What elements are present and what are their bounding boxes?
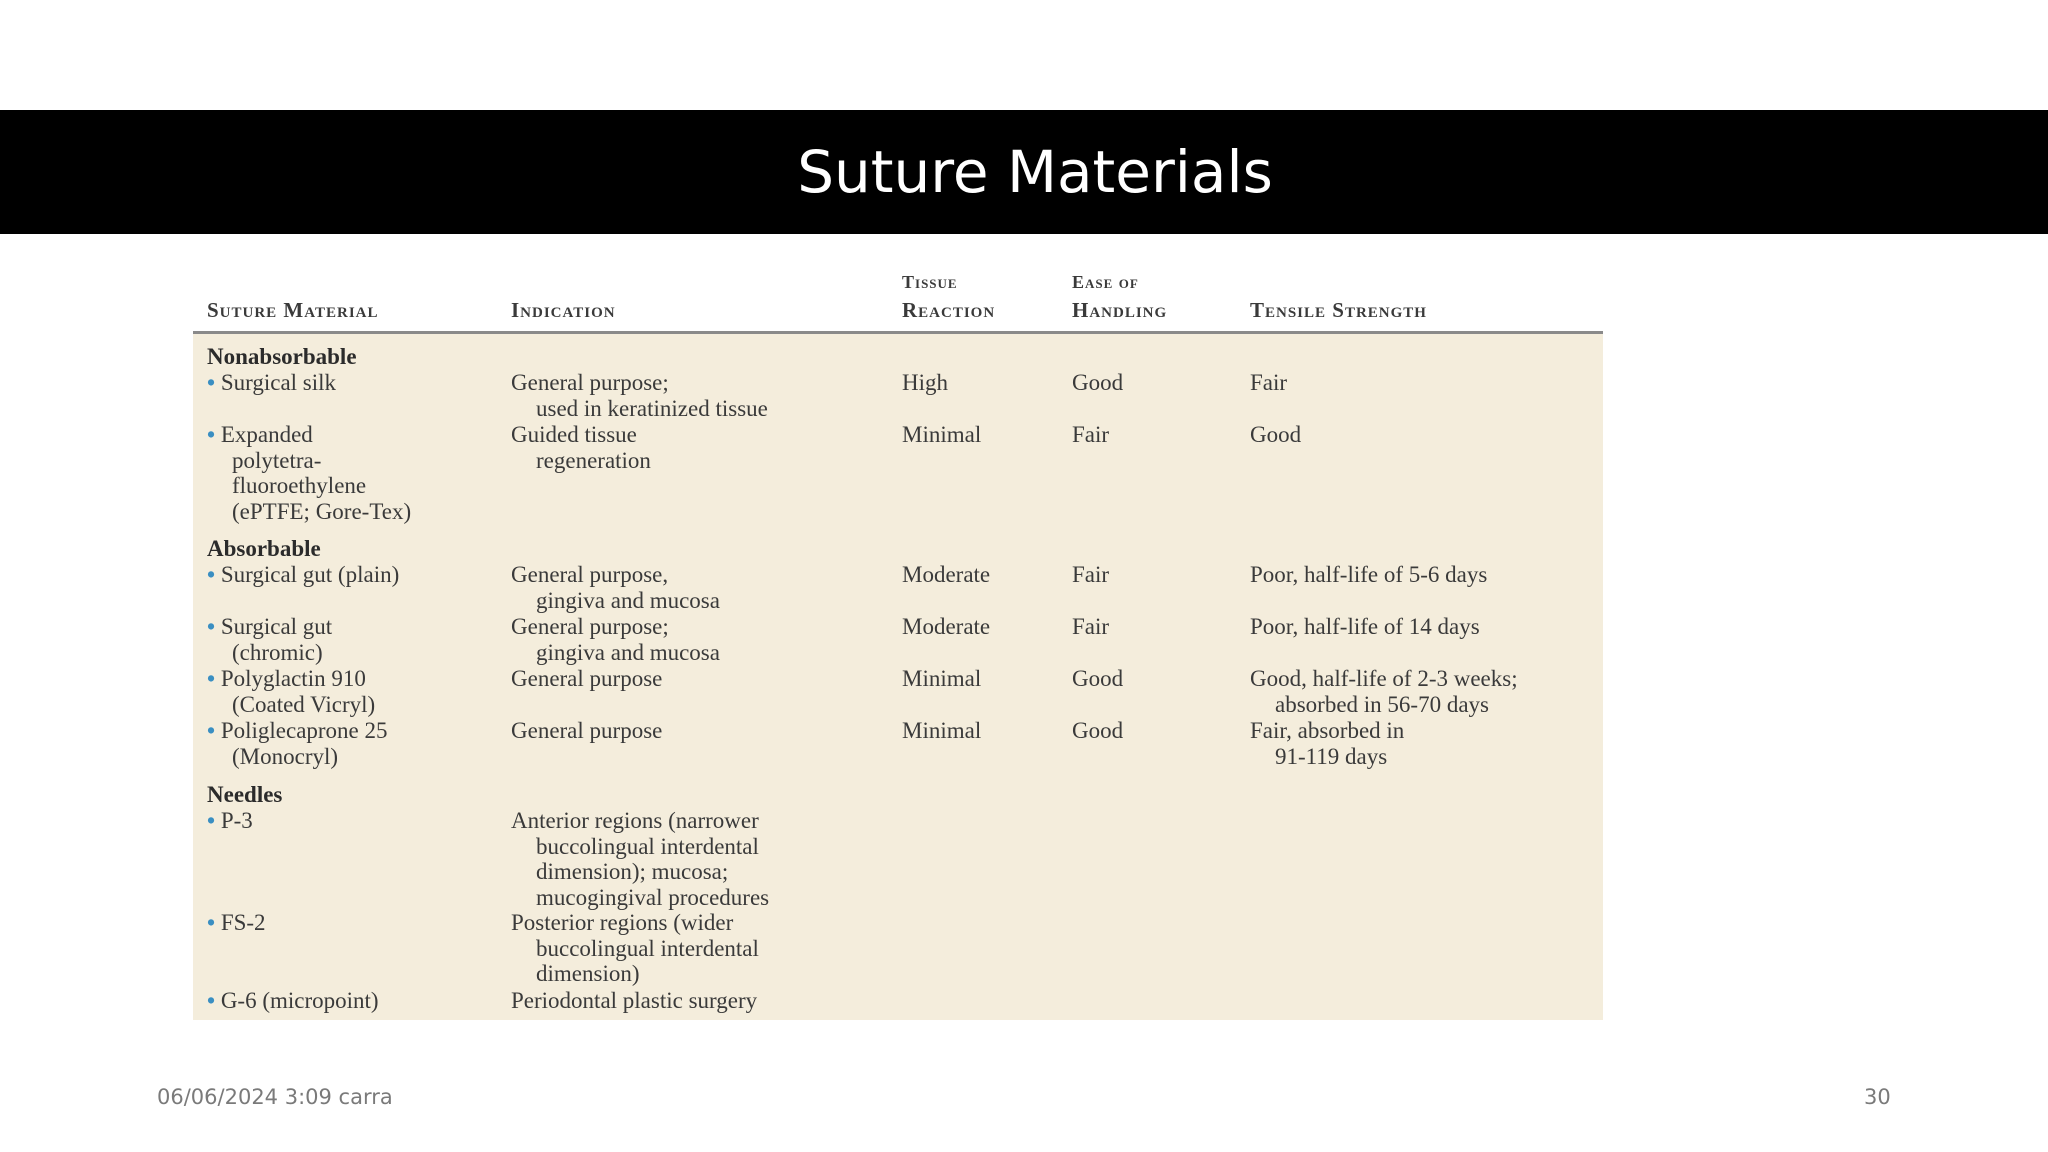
header-tissue: Tissue bbox=[902, 272, 958, 292]
bullet-icon: • bbox=[207, 422, 221, 447]
cell-tensile-strength bbox=[1250, 562, 1487, 588]
cell-indication bbox=[511, 808, 769, 910]
suture-table bbox=[193, 270, 1603, 1020]
cell-tensile-strength bbox=[1250, 422, 1301, 448]
tensile-line: 91-119 days bbox=[1275, 743, 1388, 769]
cell-indication bbox=[511, 614, 720, 665]
footer-date: 06/06/2024 3:09 carra bbox=[157, 1085, 393, 1109]
indication-line: Anterior regions (narrower bbox=[511, 808, 759, 833]
cell-suture-material bbox=[207, 422, 411, 524]
header-rule bbox=[193, 331, 1603, 334]
slide-title: Suture Materials bbox=[797, 138, 1273, 206]
cell-ease-of-handling: Fair bbox=[1072, 614, 1110, 639]
bullet-icon: • bbox=[207, 718, 221, 743]
header-reaction: Reaction bbox=[902, 298, 996, 322]
cell-indication bbox=[511, 988, 757, 1014]
cell-ease-of-handling: Fair bbox=[1072, 422, 1110, 447]
material-line: P-3 bbox=[220, 808, 253, 833]
cell-indication bbox=[511, 718, 662, 744]
group-heading-nonabsorbable: Nonabsorbable bbox=[207, 344, 357, 369]
cell-tissue-reaction: Moderate bbox=[902, 562, 991, 587]
page-number: 30 bbox=[1864, 1085, 1891, 1109]
header-ease-of: Ease of bbox=[1072, 272, 1139, 292]
material-line: Surgical gut bbox=[220, 614, 333, 639]
material-line: Surgical silk bbox=[220, 370, 337, 395]
indication-line: General purpose bbox=[511, 666, 663, 691]
indication-line: General purpose; bbox=[511, 370, 669, 395]
tensile-line: Poor, half-life of 14 days bbox=[1250, 614, 1480, 639]
indication-line: buccolingual interdental bbox=[536, 833, 759, 859]
cell-ease-of-handling: Good bbox=[1072, 370, 1124, 395]
indication-line: Periodontal plastic surgery bbox=[511, 988, 758, 1013]
cell-tissue-reaction: Minimal bbox=[902, 718, 982, 743]
bullet-icon: • bbox=[207, 614, 221, 639]
tensile-line: Good bbox=[1250, 422, 1302, 447]
header-indication: Indication bbox=[511, 298, 616, 322]
cell-tensile-strength bbox=[1250, 666, 1518, 717]
cell-tissue-reaction: High bbox=[902, 370, 948, 395]
group-heading-needles: Needles bbox=[207, 782, 283, 807]
material-line: Surgical gut (plain) bbox=[220, 562, 400, 587]
indication-line: gingiva and mucosa bbox=[536, 639, 720, 665]
cell-suture-material bbox=[207, 370, 336, 396]
material-line: FS-2 bbox=[220, 910, 266, 935]
material-line: G-6 (micropoint) bbox=[220, 988, 379, 1013]
material-line: (Monocryl) bbox=[232, 743, 339, 769]
indication-line: General purpose bbox=[511, 718, 663, 743]
bullet-icon: • bbox=[207, 370, 221, 395]
cell-suture-material bbox=[207, 614, 332, 665]
cell-tensile-strength bbox=[1250, 718, 1404, 769]
bullet-icon: • bbox=[207, 666, 221, 691]
material-line: Expanded bbox=[220, 422, 313, 447]
cell-suture-material bbox=[207, 718, 388, 769]
tensile-line: absorbed in 56-70 days bbox=[1275, 691, 1489, 717]
cell-indication bbox=[511, 422, 651, 473]
title-bar bbox=[0, 110, 2048, 234]
material-line: (chromic) bbox=[232, 639, 323, 665]
material-line: Polyglactin 910 bbox=[220, 666, 366, 691]
indication-line: dimension); mucosa; bbox=[536, 859, 729, 884]
tensile-line: Good, half-life of 2-3 weeks; bbox=[1250, 666, 1518, 691]
group-heading-absorbable: Absorbable bbox=[207, 536, 321, 561]
cell-suture-material bbox=[207, 808, 253, 834]
bullet-icon: • bbox=[207, 988, 221, 1013]
tensile-line: Poor, half-life of 5-6 days bbox=[1250, 562, 1488, 587]
indication-line: mucogingival procedures bbox=[536, 884, 770, 910]
material-line: (Coated Vicryl) bbox=[232, 691, 376, 717]
indication-line: General purpose, bbox=[511, 562, 669, 587]
cell-ease-of-handling: Good bbox=[1072, 718, 1124, 743]
cell-tissue-reaction: Minimal bbox=[902, 666, 982, 691]
material-line: (ePTFE; Gore-Tex) bbox=[232, 498, 412, 524]
indication-line: General purpose; bbox=[511, 614, 669, 639]
cell-indication bbox=[511, 910, 759, 987]
bullet-icon: • bbox=[207, 910, 221, 935]
material-line: fluoroethylene bbox=[232, 473, 367, 498]
cell-tensile-strength bbox=[1250, 614, 1480, 640]
header-suture-material: Suture Material bbox=[207, 298, 379, 322]
tensile-line: Fair, absorbed in bbox=[1250, 718, 1405, 743]
tensile-line: Fair bbox=[1250, 370, 1288, 395]
indication-line: Guided tissue bbox=[511, 422, 637, 447]
cell-suture-material bbox=[207, 988, 379, 1014]
material-line: Poliglecaprone 25 bbox=[220, 718, 388, 743]
header-tensile-strength: Tensile Strength bbox=[1250, 298, 1427, 322]
cell-tissue-reaction: Minimal bbox=[902, 422, 982, 447]
material-line: polytetra- bbox=[232, 447, 322, 473]
indication-line: used in keratinized tissue bbox=[536, 395, 768, 421]
bullet-icon: • bbox=[207, 562, 221, 587]
cell-ease-of-handling: Good bbox=[1072, 666, 1124, 691]
cell-tissue-reaction: Moderate bbox=[902, 614, 991, 639]
cell-suture-material bbox=[207, 666, 375, 717]
cell-indication bbox=[511, 562, 720, 613]
header-handling: Handling bbox=[1072, 298, 1168, 322]
cell-indication bbox=[511, 370, 768, 421]
cell-ease-of-handling: Fair bbox=[1072, 562, 1110, 587]
indication-line: gingiva and mucosa bbox=[536, 587, 720, 613]
cell-suture-material bbox=[207, 562, 399, 588]
indication-line: regeneration bbox=[536, 447, 651, 473]
cell-indication bbox=[511, 666, 662, 692]
cell-suture-material bbox=[207, 910, 266, 936]
indication-line: Posterior regions (wider bbox=[511, 910, 734, 935]
bullet-icon: • bbox=[207, 808, 221, 833]
indication-line: dimension) bbox=[536, 961, 640, 986]
indication-line: buccolingual interdental bbox=[536, 935, 759, 961]
cell-tensile-strength bbox=[1250, 370, 1287, 396]
